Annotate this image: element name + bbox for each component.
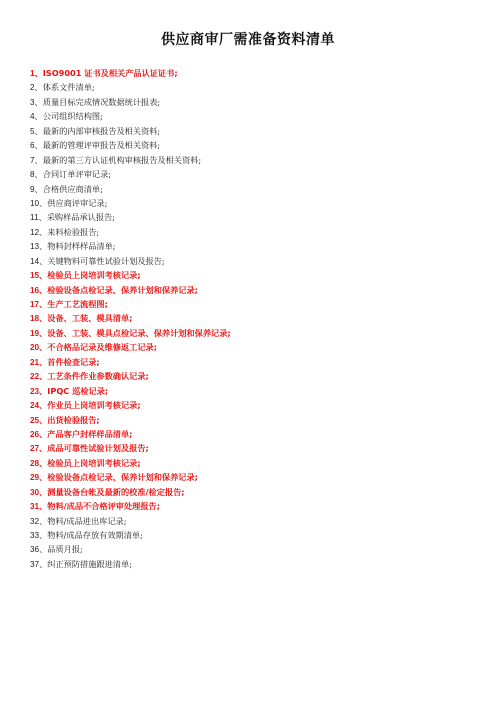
item-text: 质量目标完成情况数据统计报表; (42, 96, 161, 107)
item-text: 作业员上岗培训考核记录; (47, 400, 141, 411)
item-number: 27、 (30, 444, 48, 454)
item-text: 物料/成品存放有效期清单; (47, 530, 143, 540)
checklist-item (30, 384, 470, 398)
item-number: 2、 (30, 83, 43, 93)
checklist-item (30, 239, 470, 253)
item-number: 16、 (30, 285, 48, 295)
item-text: 成品可靠性试验计划及报告; (47, 443, 149, 454)
checklist-item (30, 311, 470, 325)
item-number: 20、 (30, 343, 48, 353)
item-number: 10、 (30, 198, 48, 208)
item-number: 26、 (30, 429, 48, 439)
checklist-item (30, 427, 470, 441)
checklist-item (30, 398, 470, 412)
checklist-item (30, 109, 470, 123)
checklist-item (30, 210, 470, 224)
item-text: ISO9001 证书及相关产品认证证书; (42, 68, 178, 78)
item-text: 生产工艺流程图; (47, 299, 108, 309)
item-number: 8、 (30, 170, 43, 180)
item-number: 33、 (30, 531, 48, 540)
checklist-item (30, 413, 470, 427)
item-text: 关键物料可靠性试验计划及报告; (47, 255, 165, 266)
checklist-item (30, 66, 470, 80)
checklist (30, 66, 470, 571)
checklist-item (30, 485, 470, 499)
checklist-item (30, 182, 470, 196)
item-number: 9、 (30, 184, 43, 194)
checklist-item (30, 268, 470, 282)
item-text: 首件检查记录; (47, 356, 100, 367)
item-text: 工艺条件作业参数确认记录; (47, 371, 149, 382)
checklist-item (30, 124, 470, 138)
item-text: 设备、工装、模具点检记录、保养计划和保养记录; (47, 327, 231, 338)
item-number: 6、 (30, 141, 43, 151)
item-number: 37、 (30, 559, 48, 569)
item-text: 最新的管理评审报告及相关资料; (42, 140, 161, 151)
item-number: 4、 (30, 112, 43, 122)
item-text: 来料检验报告; (47, 226, 100, 237)
item-text: 检验设备点检记录、保养计划和保养记录; (47, 472, 198, 483)
item-text: 设备、工装、模具清单; (47, 313, 133, 324)
item-text: 纠正预防措施跟进清单; (47, 558, 132, 569)
item-number: 12、 (30, 227, 48, 237)
item-text: 产品客户封样样品清单; (47, 428, 133, 439)
checklist-item (30, 470, 470, 484)
checklist-item (30, 297, 470, 311)
item-number: 29、 (30, 473, 48, 483)
checklist-item (30, 196, 470, 210)
item-text: 物料/成品进出库记录; (47, 515, 127, 526)
item-number: 23、 (30, 386, 48, 396)
item-number: 17、 (30, 300, 48, 309)
checklist-item (30, 456, 470, 470)
item-number: 5、 (30, 126, 43, 136)
item-text: 最新的内部审核报告及相关资料; (42, 125, 161, 136)
item-number: 11、 (30, 213, 47, 223)
item-number: 24、 (30, 401, 48, 411)
item-number: 13、 (30, 242, 48, 252)
checklist-item (30, 167, 470, 181)
item-number: 30、 (30, 487, 48, 497)
checklist-item (30, 225, 470, 239)
checklist-item (30, 80, 470, 94)
checklist-item (30, 441, 470, 455)
item-number: 15、 (30, 271, 48, 281)
item-number: 36、 (30, 545, 48, 555)
item-text: 体系文件清单; (42, 82, 95, 93)
item-text: 采购样品承认报告; (46, 212, 115, 223)
checklist-item (30, 95, 470, 109)
checklist-item (30, 340, 470, 354)
item-number: 25、 (30, 415, 48, 425)
checklist-item (30, 355, 470, 369)
item-number: 22、 (30, 372, 48, 382)
item-number: 21、 (30, 357, 48, 367)
checklist-item (30, 369, 470, 383)
checklist-item (30, 557, 470, 571)
checklist-item (30, 326, 470, 340)
item-number: 31、 (30, 502, 48, 512)
item-number: 7、 (30, 155, 43, 165)
item-text: 物料封样样品清单; (47, 241, 116, 252)
item-text: 合同订单评审记录; (42, 169, 112, 180)
checklist-item (30, 528, 470, 542)
checklist-item (30, 514, 470, 528)
item-number: 19、 (30, 328, 48, 338)
page-title: 供应商审厂需准备资料清单 (161, 32, 335, 48)
checklist-item (30, 283, 470, 297)
item-number: 1、 (30, 69, 43, 78)
item-text: 检验员上岗培训考核记录; (47, 457, 141, 468)
checklist-item (30, 499, 470, 513)
item-number: 32、 (30, 516, 48, 526)
checklist-item (30, 153, 470, 167)
checklist-item (30, 138, 470, 152)
item-text: 出货检验报告; (47, 414, 100, 425)
item-text: 最新的第三方认证机构审核报告及相关资料; (42, 154, 202, 165)
item-text: 检验员上岗培训考核记录; (47, 270, 141, 281)
item-text: 不合格品记录及维修返工记录; (47, 342, 158, 353)
item-number: 28、 (30, 458, 48, 468)
item-text: IPQC 巡检记录; (47, 385, 109, 396)
item-text: 检验设备点检记录、保养计划和保养记录; (47, 284, 198, 295)
checklist-item (30, 542, 470, 556)
item-number: 18、 (30, 314, 48, 324)
item-text: 物料/成品不合格评审处理报告; (47, 501, 160, 512)
item-number: 14、 (30, 256, 48, 266)
checklist-item (30, 254, 470, 268)
item-text: 合格供应商清单; (42, 183, 103, 194)
item-text: 公司组织结构图; (42, 111, 103, 122)
item-number: 3、 (30, 97, 43, 107)
item-text: 品质月报; (47, 544, 83, 555)
item-text: 测量设备台帐及最新的校准/检定报告; (47, 486, 185, 497)
item-text: 供应商评审记录; (47, 197, 108, 208)
